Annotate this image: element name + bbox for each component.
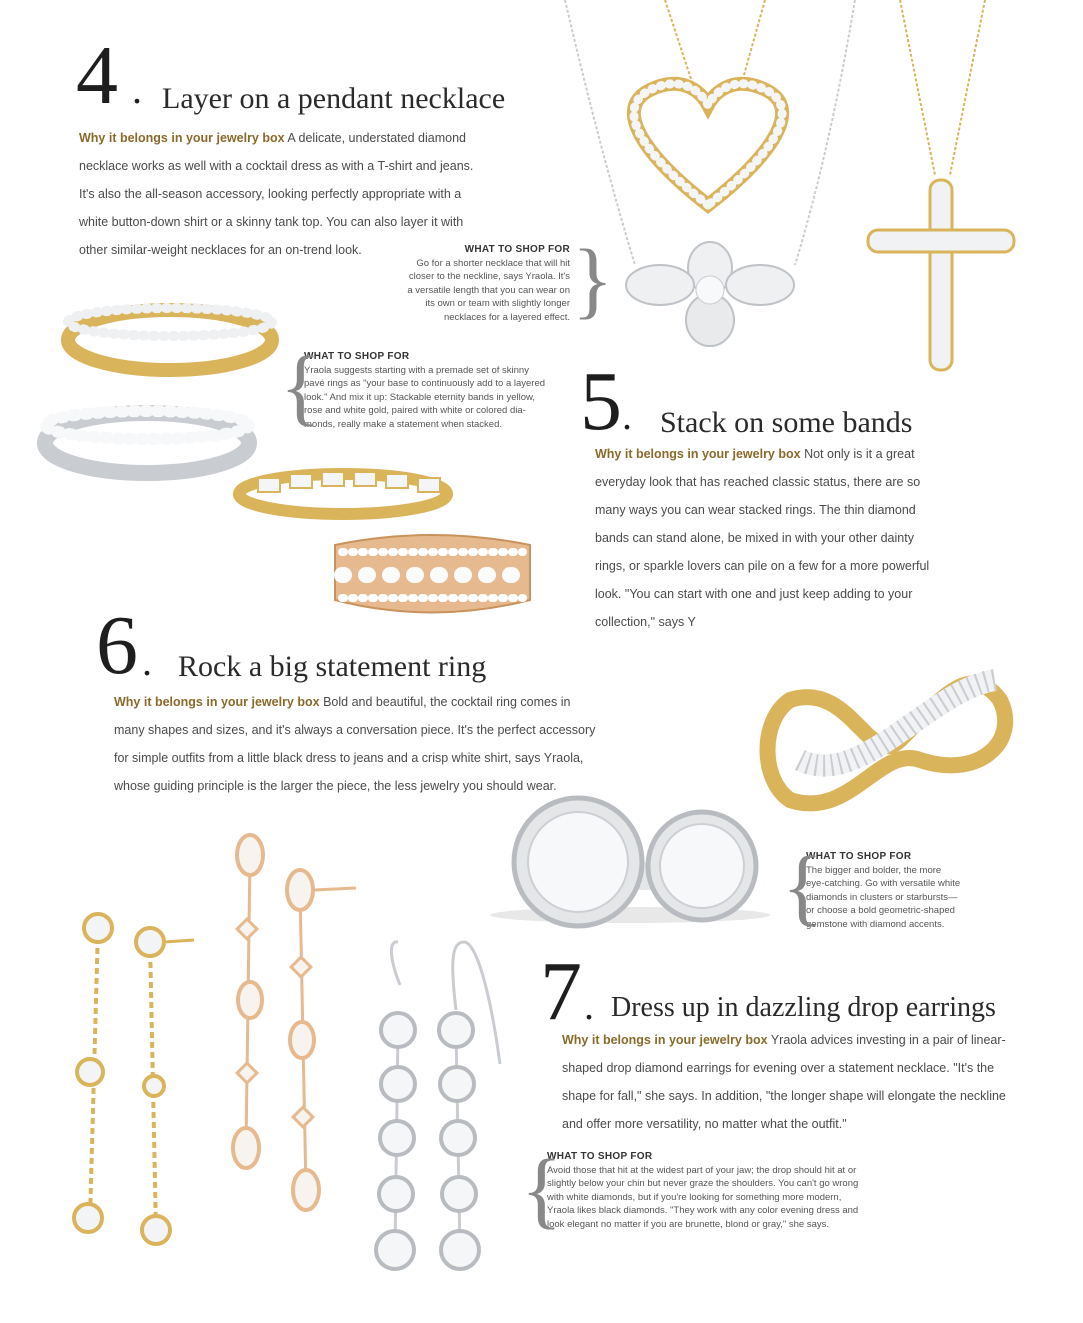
shop-title: WHAT TO SHOP FOR: [464, 244, 570, 255]
brace-right-icon: }: [572, 231, 614, 327]
shop-box-4: WHAT TO SHOP FOR Go for a shorter necklace that will hit closer to the neckline, says Yraola. It's a versatile length that you can wear on its own or team with slightly longer necklaces for a layered effect.: [396, 243, 570, 324]
section-heading-6: Rock a big statement ring: [178, 650, 487, 683]
shop-box-6: WHAT TO SHOP FOR The bigger and bolder, the more eye-catching. Go with versatile white diamonds in clusters or starbursts— or choose a bold geometric-shaped gemstone with diamond accents.: [806, 850, 986, 931]
shop-title: WHAT TO SHOP FOR: [806, 851, 912, 862]
brace-left-icon: {: [521, 1141, 563, 1237]
section-heading-5: Stack on some bands: [660, 406, 913, 439]
body-line: everyday look that has reached classic status, there are so: [595, 475, 921, 489]
shop-title: WHAT TO SHOP FOR: [547, 1151, 653, 1162]
body-line: and offer more versatility, no matter what the outfit.": [562, 1117, 847, 1131]
body-line: many shapes and sizes, and it's always a conversation piece. It's the perfect accessory: [114, 723, 596, 737]
lead-in: Why it belongs in your jewelry box: [114, 695, 320, 709]
body-line: look. "You can start with one and just keep adding to your: [595, 587, 913, 601]
body-line: Why it belongs in your jewelry box Yraola advices investing in a pair of linear-: [562, 1033, 1006, 1047]
lead-in: Why it belongs in your jewelry box: [595, 447, 801, 461]
body-line: Why it belongs in your jewelry box A delicate, understated diamond: [79, 131, 466, 145]
body-line: shape for fall," she says. In addition, "the longer shape will elongate the neckline: [562, 1089, 1006, 1103]
lead-in: Why it belongs in your jewelry box: [79, 131, 285, 145]
section-heading-4: Layer on a pendant necklace: [162, 82, 506, 115]
body-line: for simple outfits from a little black dress to jeans and a crisp white shirt, says Yraola,: [114, 751, 584, 765]
section-number-4: 4: [76, 29, 118, 122]
body-line: collection," says Y: [595, 615, 696, 629]
shop-title: WHAT TO SHOP FOR: [304, 351, 410, 362]
section-number-5: 5: [580, 355, 622, 448]
body-line: shaped drop diamond earrings for evening over a statement necklace. "It's the: [562, 1061, 995, 1075]
section-body-7: [562, 1026, 1012, 1138]
brace-left-icon: {: [782, 838, 824, 934]
shop-box-5: WHAT TO SHOP FOR Yraola suggests starting with a premade set of skinny pavé rings as "your base to continuously add to a layered look." And mix it up: Stackable eternity bands in yellow, rose and white gold, paired with white or colored dia- monds, really make a statement when stacked.: [304, 350, 564, 431]
body-line: whose guiding principle is the larger the piece, the less jewelry you should wear.: [114, 779, 557, 793]
section-number-7: 7: [540, 945, 582, 1038]
body-line: necklace works as well with a cocktail dress as with a T-shirt and jeans.: [79, 159, 474, 173]
body-line: bands can stand alone, be mixed in with your other dainty: [595, 531, 914, 545]
shop-box-7: WHAT TO SHOP FOR Avoid those that hit at the widest part of your jaw; the drop should hit at or slightly below your chin but never graze the shoulders. You can't go wrong with white diamonds, but if you're looking for something more modern, Yraola likes black diamonds. "They work with any color evening dress and look elegant no matter if you are brunette, blond or gray," she says.: [547, 1150, 887, 1231]
section-number-dot: .: [132, 67, 142, 112]
section-number-dot: .: [622, 393, 632, 438]
lead-in: Why it belongs in your jewelry box: [562, 1033, 768, 1047]
body-line: many ways you can wear stacked rings. The thin diamond: [595, 503, 916, 517]
body-line: rings, or sparkle lovers can pile on a few for a more powerful: [595, 559, 930, 573]
body-line: white button-down shirt or a skinny tank top. You can also layer it with: [79, 215, 464, 229]
brace-left-icon: {: [280, 338, 322, 434]
section-number-dot: .: [142, 639, 152, 684]
section-number-dot: .: [584, 983, 594, 1028]
body-line: It's also the all-season accessory, looking perfectly appropriate with a: [79, 187, 462, 201]
body-line: Why it belongs in your jewelry box Bold and beautiful, the cocktail ring comes in: [114, 695, 571, 709]
body-line: other similar-weight necklaces for an on-trend look.: [79, 243, 362, 257]
section-heading-7: Dress up in dazzling drop earrings: [611, 992, 996, 1023]
section-number-6: 6: [96, 599, 138, 692]
body-line: Why it belongs in your jewelry box Not only is it a great: [595, 447, 915, 461]
